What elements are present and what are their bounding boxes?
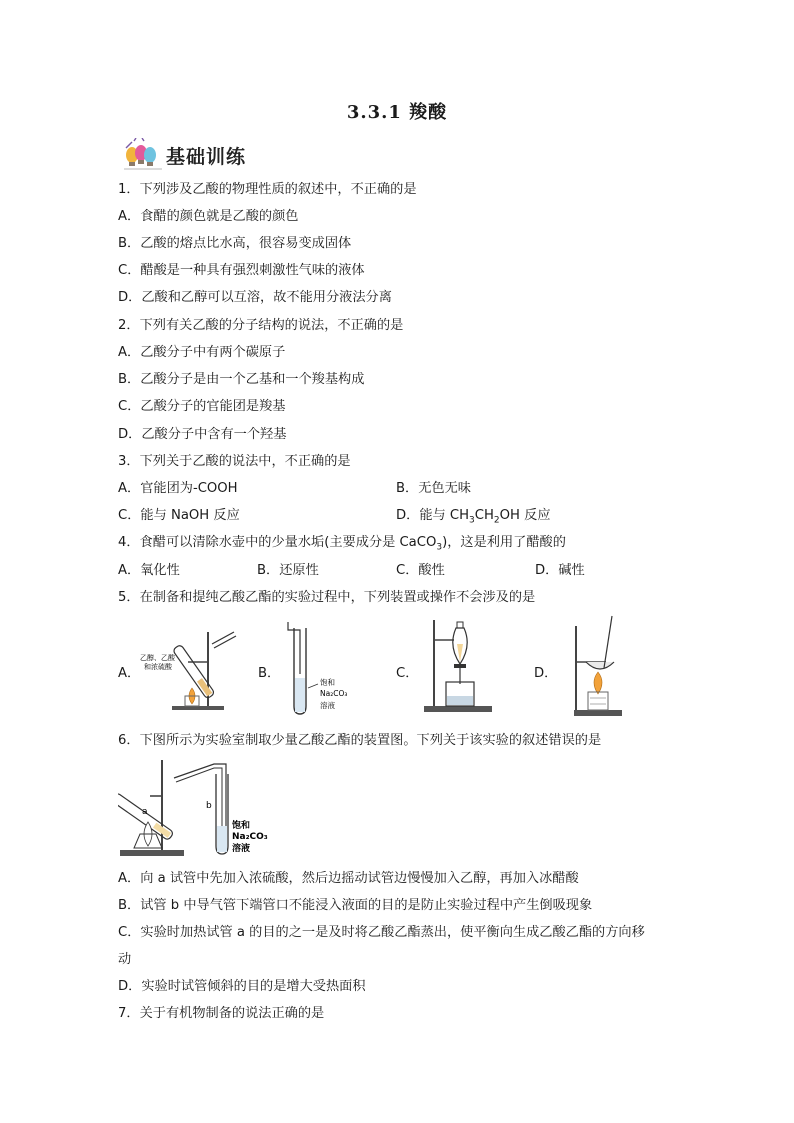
question-3-option-a: A．官能团为-COOH <box>118 481 238 496</box>
question-4-option-b: B．还原性 <box>257 563 319 578</box>
question-2-stem: 2．下列有关乙酸的分子结构的说法，不正确的是 <box>118 318 404 333</box>
question-6-option-d: D．实验时试管倾斜的目的是增大受热面积 <box>118 979 366 994</box>
lightbulbs-icon <box>122 138 166 172</box>
question-6-option-c-line2: 动 <box>118 952 132 967</box>
section-badge-label: 基础训练 <box>166 146 247 168</box>
question-2-option-a: A．乙酸分子中有两个碳原子 <box>118 345 286 360</box>
svg-text:Na₂CO₃: Na₂CO₃ <box>320 689 348 698</box>
question-1-stem: 1．下列涉及乙酸的物理性质的叙述中，不正确的是 <box>118 182 417 197</box>
question-6-option-c-line1: C．实验时加热试管 a 的目的之一是及时将乙酸乙酯蒸出，使平衡向生成乙酸乙酯的方向移 <box>118 925 645 940</box>
question-2-option-c: C．乙酸分子的官能团是羧基 <box>118 399 286 414</box>
question-3-stem: 3．下列关于乙酸的说法中，不正确的是 <box>118 454 351 469</box>
section-badge <box>122 138 272 172</box>
question-5-label-b: B． <box>258 666 281 681</box>
svg-text:b: b <box>206 801 212 811</box>
svg-text:Na₂CO₃: Na₂CO₃ <box>232 832 268 842</box>
apparatus-b-figure <box>278 622 358 718</box>
svg-text:饱和: 饱和 <box>320 678 335 687</box>
question-6-option-a: A．向 a 试管中先加入浓硫酸，然后边摇动试管边慢慢加入乙醇，再加入冰醋酸 <box>118 871 579 886</box>
svg-text:乙醇、乙酸: 乙醇、乙酸 <box>140 654 175 662</box>
question-5-label-d: D． <box>534 666 558 681</box>
question-3-option-c: C．能与 NaOH 反应 <box>118 508 240 523</box>
question-7-stem: 7．关于有机物制备的说法正确的是 <box>118 1006 325 1021</box>
svg-text:a: a <box>142 807 148 817</box>
apparatus-d-figure <box>560 614 640 718</box>
page-title: 3.3.1 羧酸 <box>346 102 448 123</box>
question-6-stem: 6．下图所示为实验室制取少量乙酸乙酯的装置图。下列关于该实验的叙述错误的是 <box>118 733 602 748</box>
apparatus-c-figure <box>420 618 500 716</box>
question-5-label-a: A． <box>118 666 141 681</box>
question-4-option-c: C．酸性 <box>396 563 445 578</box>
question-4-stem: 4．食醋可以清除水壶中的少量水垢(主要成分是 CaCO$_3$)，这是利用了醋酸的 <box>118 535 566 553</box>
question-6-option-b: B．试管 b 中导气管下端管口不能浸入液面的目的是防止实验过程中产生倒吸现象 <box>118 898 593 913</box>
svg-text:和浓硫酸: 和浓硫酸 <box>144 663 172 671</box>
svg-text:溶液: 溶液 <box>320 701 335 710</box>
svg-text:溶液: 溶液 <box>232 844 251 854</box>
question-4-option-a: A．氧化性 <box>118 563 180 578</box>
question-1-option-d: D．乙酸和乙醇可以互溶，故不能用分液法分离 <box>118 290 392 305</box>
question-5-stem: 5．在制备和提纯乙酸乙酯的实验过程中，下列装置或操作不会涉及的是 <box>118 590 536 605</box>
question-3-option-d: D．能与 $CH_3CH_2OH$ 反应 <box>396 508 551 526</box>
esterification-apparatus-figure <box>118 756 278 860</box>
question-1-option-a: A．食醋的颜色就是乙酸的颜色 <box>118 209 299 224</box>
question-2-option-b: B．乙酸分子是由一个乙基和一个羧基构成 <box>118 372 365 387</box>
question-1-option-c: C．醋酸是一种具有强烈刺激性气味的液体 <box>118 263 365 278</box>
svg-text:饱和: 饱和 <box>232 821 251 831</box>
question-2-option-d: D．乙酸分子中含有一个羟基 <box>118 427 287 442</box>
question-1-option-b: B．乙酸的熔点比水高，很容易变成固体 <box>118 236 352 251</box>
apparatus-a-figure <box>140 626 240 712</box>
question-4-option-d: D．碱性 <box>535 563 585 578</box>
question-5-label-c: C． <box>396 666 419 681</box>
question-3-option-b: B．无色无味 <box>396 481 471 496</box>
